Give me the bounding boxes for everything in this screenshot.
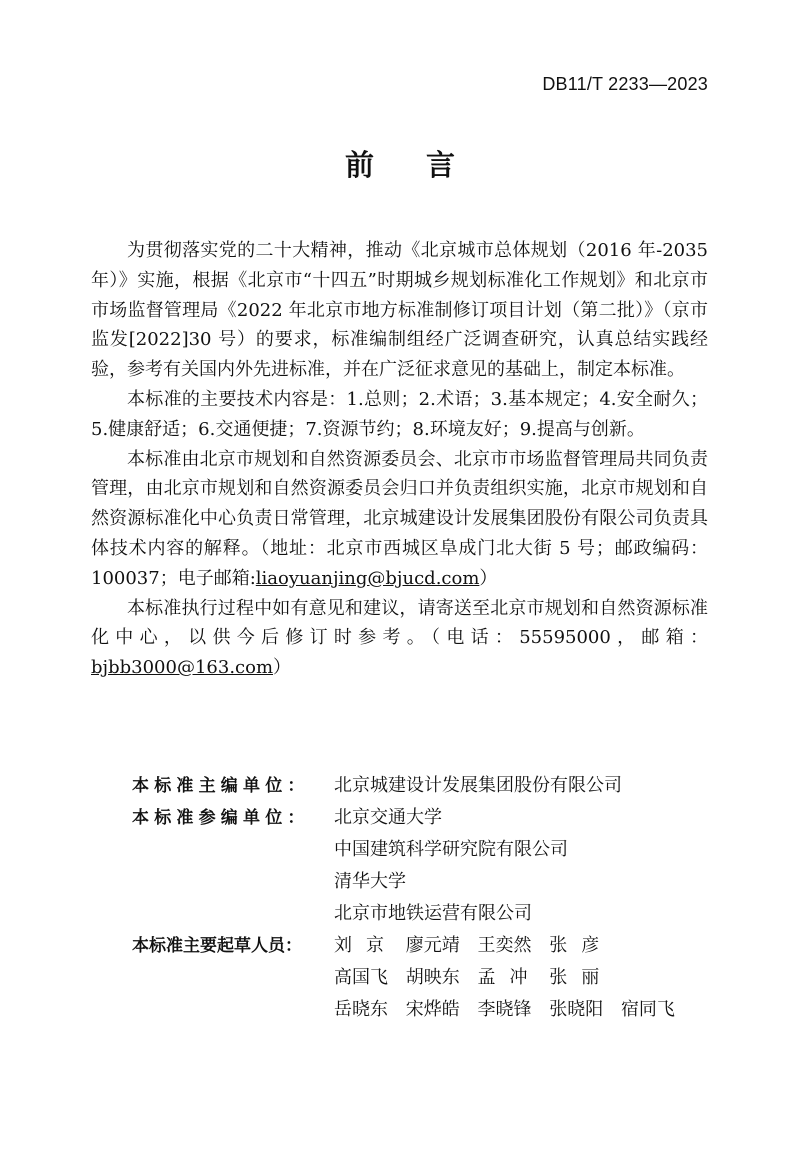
drafter-name: 胡映东 [405,967,460,988]
drafter-name: 宋烨皓 [405,999,460,1020]
drafter-name: 王奕然 [477,935,532,956]
participating-units-label: 本标准参编单位： [132,808,310,828]
chief-unit-row [132,770,712,802]
drafters-label: 本标准主要起草人员： [132,936,302,956]
paragraph-feedback [91,594,708,683]
participating-units-row [132,802,712,930]
paragraph-feedback-text: 本标准执行过程中如有意见和建议，请寄送至北京市规划和自然资源标准化中心，以供今后修订时参考。（电话：55595000，邮箱： [91,597,708,649]
chief-unit-label: 本标准主编单位： [132,776,310,796]
paragraph-management [91,445,708,594]
drafters-line [334,962,712,994]
standard-code: DB11/T 2233—2023 [542,74,708,94]
credits-section [132,770,712,1026]
paragraph-management-suffix: ） [479,567,498,589]
drafters-line [334,994,712,1026]
drafter-name: 廖元靖 [405,935,460,956]
drafter-name: 张丽 [549,967,614,988]
paragraph-feedback-suffix: ） [273,657,292,679]
foreword-body [91,236,708,683]
drafter-name: 宿同飞 [620,999,675,1020]
drafter-name: 张彦 [549,935,614,956]
drafters-line [334,930,712,962]
contact-email-link[interactable]: liaoyuanjing@bjucd.com [255,567,480,589]
page-title: 前言 [344,148,507,182]
drafter-name: 李晓锋 [477,999,532,1020]
participating-unit: 清华大学 [334,871,406,892]
drafters-row [132,930,712,1026]
participating-unit: 北京市地铁运营有限公司 [334,903,532,924]
participating-unit: 中国建筑科学研究院有限公司 [334,839,568,860]
paragraph-management-text: 本标准由北京市规划和自然资源委员会、北京市市场监督管理局共同负责管理，由北京市规划和自然资源委员会归口并负责组织实施，北京市规划和自然资源标准化中心负责日常管理，北京城建设计发展集团股份有限公司负责具体技术内容的解释。（地址：北京市西城区阜成门北大街 5 号；邮政编码：100037；电子邮箱: [91,448,708,589]
chief-unit-value: 北京城建设计发展集团股份有限公司 [334,775,622,796]
drafter-name: 刘京 [334,935,398,956]
paragraph-purpose: 为贯彻落实党的二十大精神，推动《北京城市总体规划（2016 年-2035 年）》实施，根据《北京市“十四五”时期城乡规划标准化工作规划》和北京市市场监督管理局《2022 年北京市地方标准制修订项目计划（第二批）》（京市监发[2022]30 号）的要求，标准编制组经广泛调查研究，认真总结实践经验，参考有关国内外先进标准，并在广泛征求意见的基础上，制定本标准。 [91,240,708,381]
drafter-name: 张晓阳 [549,999,604,1020]
drafter-name: 孟冲 [477,967,542,988]
drafter-name: 岳晓东 [334,999,388,1020]
drafter-name: 高国飞 [334,967,388,988]
feedback-email-link[interactable]: bjbb3000@163.com [91,657,274,679]
paragraph-contents: 本标准的主要技术内容是：1.总则；2.术语；3.基本规定；4.安全耐久；5.健康舒适；6.交通便捷；7.资源节约；8.环境友好；9.提高与创新。 [91,388,708,440]
participating-unit: 北京交通大学 [334,807,442,828]
